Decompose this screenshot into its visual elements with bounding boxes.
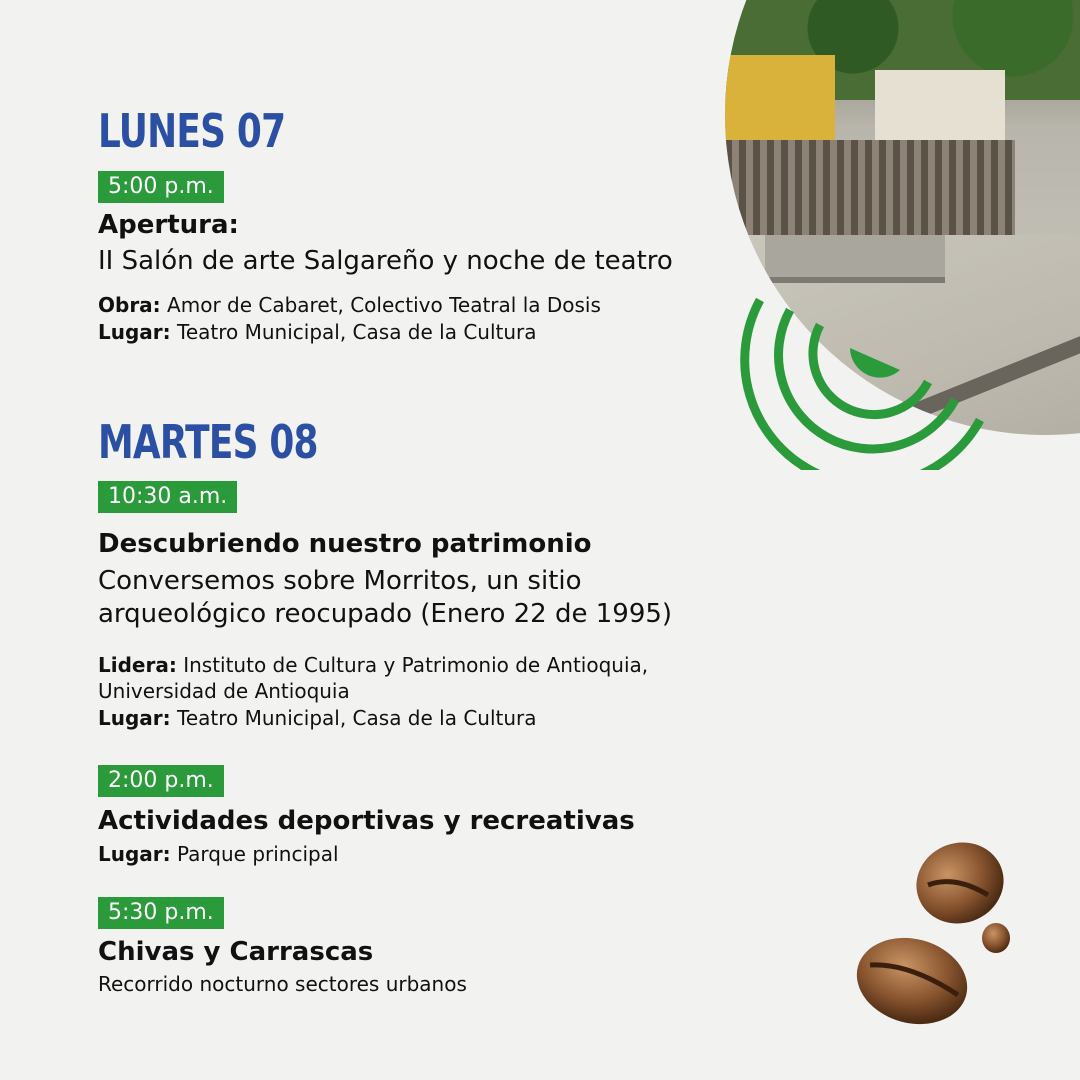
event-detail: Lidera: Instituto de Cultura y Patrimonio de Antioquia,	[98, 653, 649, 677]
time-badge: 10:30 a.m.	[98, 481, 237, 513]
event-detail: Obra: Amor de Cabaret, Colectivo Teatral la Dosis	[98, 293, 601, 317]
green-rings-icon	[740, 270, 1000, 470]
day-heading-lunes: LUNES 07	[98, 104, 286, 158]
event-title: Descubriendo nuestro patrimonio	[98, 529, 592, 559]
day-heading-martes: MARTES 08	[98, 415, 318, 469]
event-title: Apertura:	[98, 210, 239, 240]
event-title: Chivas y Carrascas	[98, 937, 374, 967]
event-detail: Universidad de Antioquia	[98, 679, 350, 703]
event-description: Recorrido nocturno sectores urbanos	[98, 972, 467, 996]
event-title: Actividades deportivas y recreativas	[98, 806, 635, 836]
event-subtitle-line: Conversemos sobre Morritos, un sitio	[98, 566, 582, 596]
time-badge: 5:30 p.m.	[98, 897, 224, 929]
coffee-beans-icon	[850, 835, 1020, 1035]
time-badge: 5:00 p.m.	[98, 171, 224, 203]
event-detail: Lugar: Teatro Municipal, Casa de la Cultura	[98, 706, 537, 730]
event-detail: Lugar: Teatro Municipal, Casa de la Cultura	[98, 320, 537, 344]
event-subtitle: II Salón de arte Salgareño y noche de teatro	[98, 246, 673, 276]
event-subtitle-line: arqueológico reocupado (Enero 22 de 1995)	[98, 599, 673, 629]
time-badge: 2:00 p.m.	[98, 765, 224, 797]
event-detail: Lugar: Parque principal	[98, 842, 339, 866]
